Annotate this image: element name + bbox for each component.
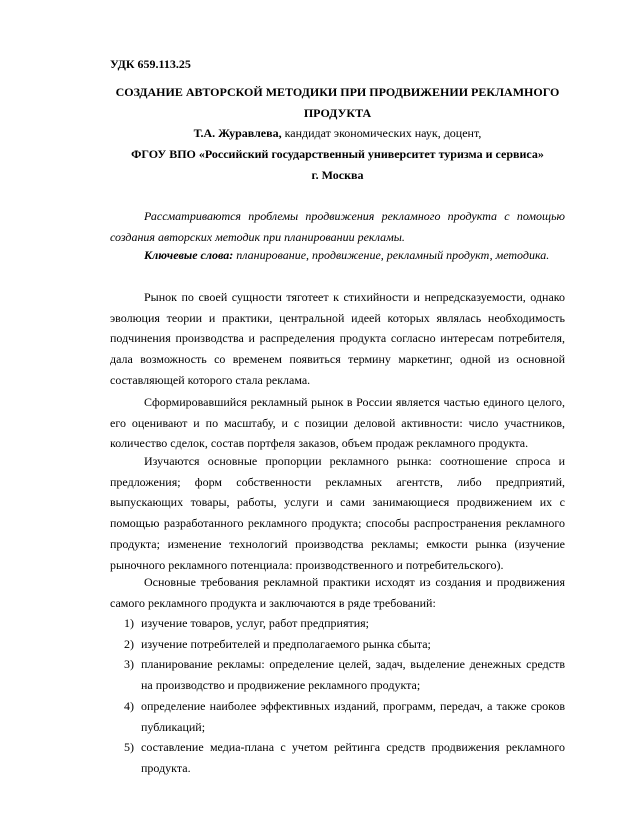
- organization: ФГОУ ВПО «Российский государственный университет туризма и сервиса»: [131, 147, 544, 161]
- list-item-text: составление медиа-плана с учетом рейтинга средств продвижения рекламного продукта.: [141, 740, 565, 775]
- list-item-text: планирование рекламы: определение целей, задач, выделение денежных средств на производство и продвижение рекламного продукта;: [141, 657, 565, 693]
- body-paragraph: Рынок по своей сущности тяготеет к стихийности и непредсказуемости, однако эволюция теории и практики, центральной идеей которых являлась необходимость подчинения производства и распределения продукта согласно интересам потребителя, дала возможность со временем появиться термину маркетинг, одной из основной составляющей которого стала реклама.: [110, 290, 565, 387]
- list-item-number: 1): [124, 616, 134, 630]
- author-name: Т.А. Журавлева,: [193, 126, 282, 140]
- list-item-text: изучение товаров, услуг, работ предприятия;: [141, 616, 370, 630]
- body-paragraph: Основные требования рекламной практики исходят из создания и продвижения самого рекламного продукта и заключаются в ряде требований:: [110, 575, 565, 610]
- list-item-number: 4): [124, 698, 134, 713]
- city: г. Москва: [311, 168, 364, 182]
- udk-code: УДК 659.113.25: [110, 57, 191, 71]
- list-item-text: изучение потребителей и предполагаемого рынка сбыта;: [141, 636, 431, 651]
- article-title: СОЗДАНИЕ АВТОРСКОЙ МЕТОДИКИ ПРИ ПРОДВИЖЕНИИ РЕКЛАМНОГО ПРОДУКТА: [115, 85, 560, 120]
- keywords-text: планирование, продвижение, рекламный продукт, методика.: [233, 248, 550, 262]
- body-paragraph: Изучаются основные пропорции рекламного рынка: соотношение спроса и предложения; форм собственности рекламных агентств, либо предприятий, выпускающих товары, работы, услуги и сами занимающиеся продвижением их с помощью разработанного рекламного продукта; способы распространения рекламного продукта; изменение технологий производства рекламы; емкости рынка (изучение рыночного рекламного потенциала: производственного и потребительского).: [110, 454, 565, 572]
- requirements-list: [110, 613, 565, 779]
- abstract: Рассматриваются проблемы продвижения рекламного продукта с помощью создания авторских методик при планировании рекламы.: [110, 209, 565, 244]
- keywords-label: Ключевые слова:: [144, 248, 234, 262]
- list-item-number: 3): [124, 657, 134, 672]
- list-item: [110, 634, 565, 655]
- body-paragraph: Сформировавшийся рекламный рынок в России является частью единого целого, его оценивают и по масштабу, и с позиции деловой активности: число участников, количество сделок, состав портфеля заказов, объем продаж рекламного продукта.: [110, 395, 565, 451]
- list-item-text: определение наиболее эффективных изданий, программ, передач, а также сроков публикаций;: [141, 698, 565, 734]
- list-item: [110, 654, 565, 695]
- list-item-number: 5): [124, 740, 134, 755]
- keywords-line: [110, 245, 565, 266]
- author-line: [110, 123, 565, 144]
- list-item: [110, 613, 565, 634]
- author-credentials: кандидат экономических наук, доцент,: [281, 126, 482, 140]
- list-item-number: 2): [124, 636, 134, 651]
- list-item: [110, 737, 565, 778]
- list-item: [110, 696, 565, 737]
